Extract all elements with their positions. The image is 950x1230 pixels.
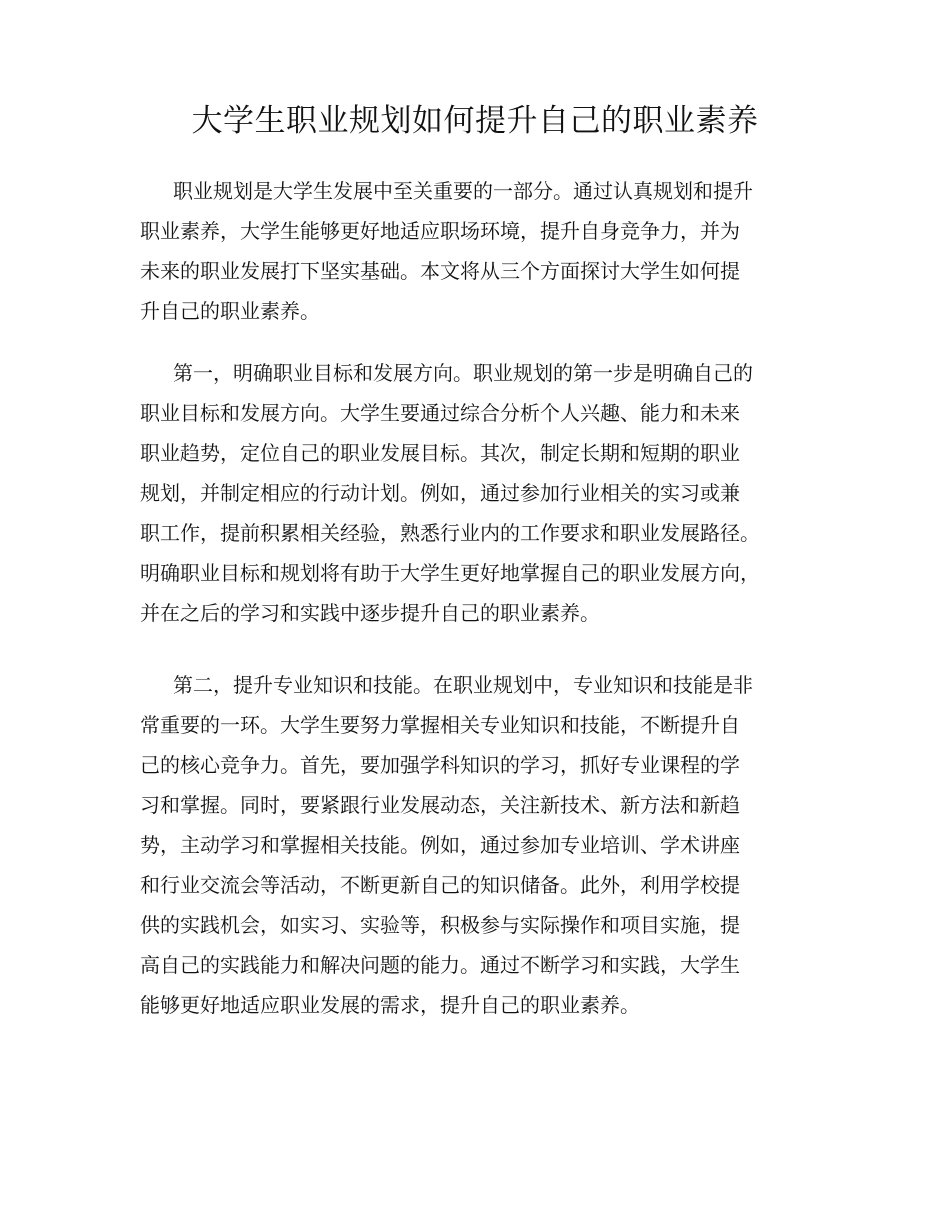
paragraph-line: 和行业交流会等活动，不断更新自己的知识储备。此外，利用学校提 [140, 873, 740, 897]
paragraph-line: 职业素养，大学生能够更好地适应职场环境，提升自身竞争力，并为 [140, 219, 740, 243]
paragraph-line: 第二，提升专业知识和技能。在职业规划中，专业知识和技能是非 [173, 673, 753, 697]
paragraph-line: 常重要的一环。大学生要努力掌握相关专业知识和技能，不断提升自 [140, 713, 740, 737]
paragraph-line: 势，主动学习和掌握相关技能。例如，通过参加专业培训、学术讲座 [140, 833, 740, 857]
paragraph-line: 职业目标和发展方向。大学生要通过综合分析个人兴趣、能力和未来 [140, 401, 740, 425]
paragraph-line: 能够更好地适应职业发展的需求，提升自己的职业素养。 [140, 993, 640, 1017]
paragraph-line: 职工作，提前积累相关经验，熟悉行业内的工作要求和职业发展路径。 [140, 521, 760, 545]
paragraph-line: 并在之后的学习和实践中逐步提升自己的职业素养。 [140, 601, 600, 625]
paragraph-line: 规划，并制定相应的行动计划。例如，通过参加行业相关的实习或兼 [140, 481, 740, 505]
paragraph-professional-skills [140, 665, 840, 1025]
paragraph-line: 供的实践机会，如实习、实验等，积极参与实际操作和项目实施，提 [140, 913, 740, 937]
paragraph-line: 高自己的实践能力和解决问题的能力。通过不断学习和实践，大学生 [140, 953, 740, 977]
paragraph-introduction [140, 171, 840, 331]
paragraph-line: 明确职业目标和规划将有助于大学生更好地掌握自己的职业发展方向， [140, 561, 760, 585]
paragraph-line: 升自己的职业素养。 [140, 299, 320, 323]
paragraph-line: 己的核心竞争力。首先，要加强学科知识的学习，抓好专业课程的学 [140, 753, 740, 777]
paragraph-career-goals [140, 353, 840, 633]
paragraph-line: 习和掌握。同时，要紧跟行业发展动态，关注新技术、新方法和新趋 [140, 793, 740, 817]
document-title: 大学生职业规划如何提升自己的职业素养 [191, 103, 759, 139]
paragraph-line: 第一，明确职业目标和发展方向。职业规划的第一步是明确自己的 [173, 361, 753, 385]
paragraph-line: 职业趋势，定位自己的职业发展目标。其次，制定长期和短期的职业 [140, 441, 740, 465]
paragraph-line: 职业规划是大学生发展中至关重要的一部分。通过认真规划和提升 [173, 179, 753, 203]
paragraph-line: 未来的职业发展打下坚实基础。本文将从三个方面探讨大学生如何提 [140, 259, 740, 283]
